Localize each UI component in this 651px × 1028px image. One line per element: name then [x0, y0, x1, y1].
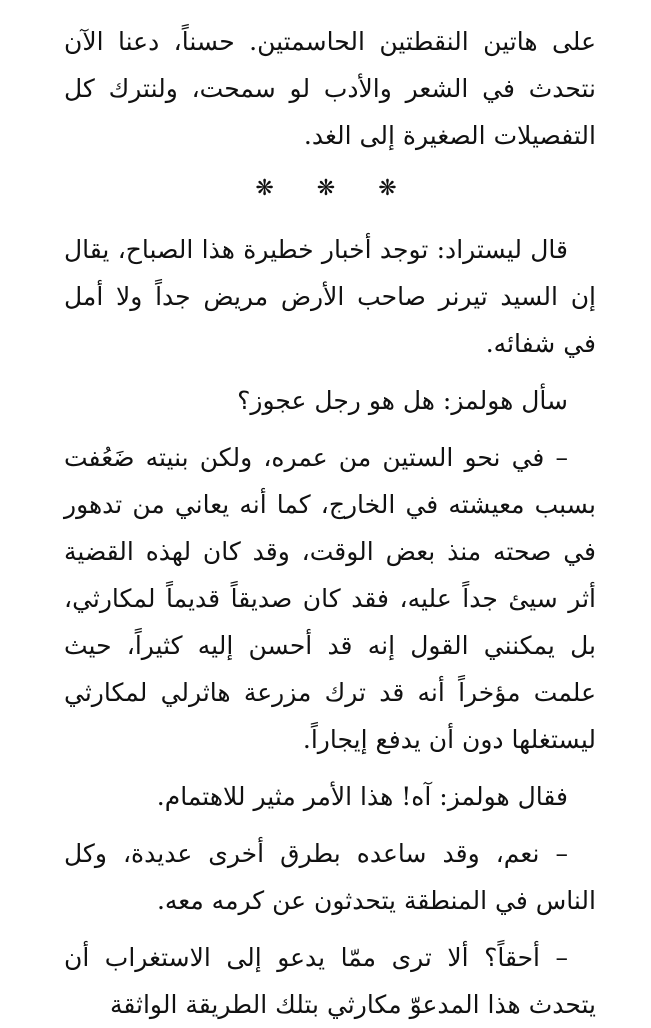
paragraph-7: – أحقاً؟ ألا ترى ممّا يدعو إلى الاستغراب أن يتحدث هذا المدعوّ مكارثي بتلك الطريقة الواثقة	[64, 943, 596, 1019]
section-separator: ❋ ❋ ❋	[255, 176, 415, 201]
paragraph-2: قال ليستراد: توجد أخبار خطيرة هذا الصباح، يقال إن السيد تيرنر صاحب الأرض مريض جداً ولا أمل في شفائه.	[64, 235, 596, 358]
paragraph-3: سأل هولمز: هل هو رجل عجوز؟	[237, 386, 568, 415]
paragraph-6: – نعم، وقد ساعده بطرق أخرى عديدة، وكل الناس في المنطقة يتحدثون عن كرمه معه.	[64, 839, 596, 915]
paragraph-4: – في نحو الستين من عمره، ولكن بنيته ضَعُفت بسبب معيشته في الخارج، كما أنه يعاني من تدهور في صحته منذ بعض الوقت، وقد كان لهذه القضية أثر سيئ جداً عليه، فقد كان صديقاً قديماً لمكارثي، بل يمكنني القول إنه قد أحسن إليه كثيراً، حيث علمت مؤخراً أنه قد ترك مزرعة هاثرلي لمكارثي ليستغلها دون أن يدفع إيجاراً.	[64, 443, 596, 754]
paragraph-1: على هاتين النقطتين الحاسمتين. حسناً، دعنا الآن نتحدث في الشعر والأدب لو سمحت، ولنترك كل التفصيلات الصغيرة إلى الغد.	[64, 27, 596, 150]
book-page	[64, 18, 596, 1028]
paragraph-5: فقال هولمز: آه! هذا الأمر مثير للاهتمام.	[156, 782, 568, 811]
